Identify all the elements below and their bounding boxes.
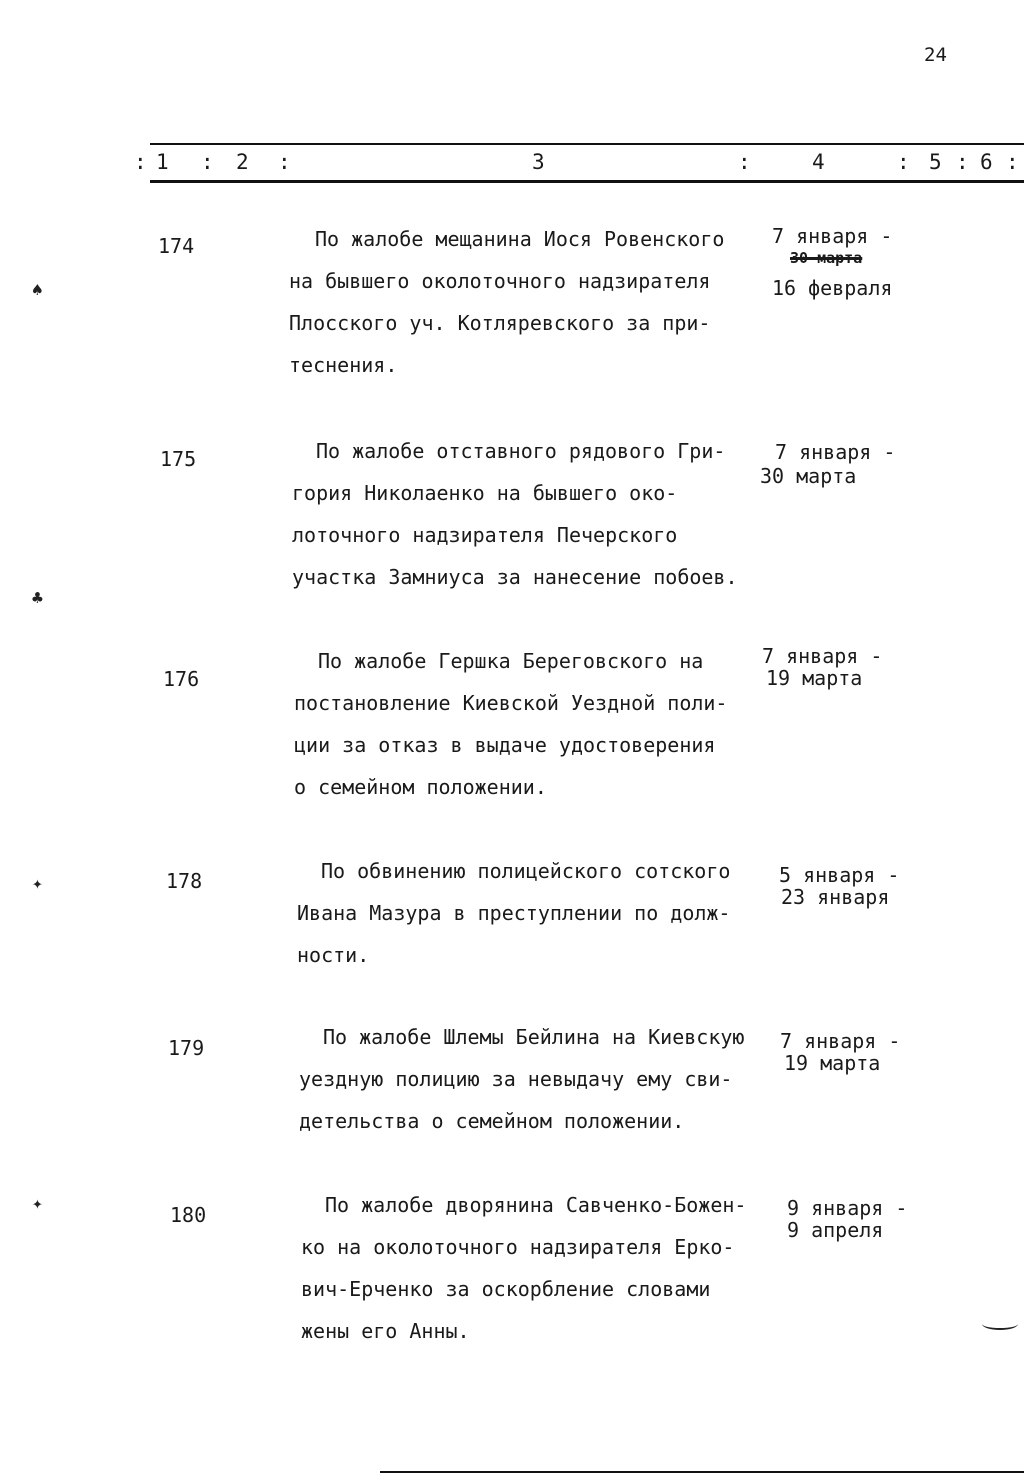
entry-description — [289, 218, 769, 386]
entry-line: теснения. — [289, 353, 398, 377]
entry-date-struck: 30 марта — [790, 249, 863, 267]
entry-date-start: 7 января - — [780, 1029, 901, 1053]
header-bottom-rule — [150, 180, 1024, 183]
margin-ink-mark: ✦ — [32, 873, 43, 894]
entry-line: По жалобе отставного рядового Гри- — [316, 439, 726, 463]
column-separator: : — [897, 150, 910, 174]
entry-line: По жалобе Гершка Береговского на — [318, 649, 704, 673]
entry-line: По жалобе Шлемы Бейлина на Киевскую — [323, 1025, 745, 1049]
entry-date-start: 9 января - — [787, 1196, 908, 1220]
column-separator: : — [956, 150, 969, 174]
column-separator: : — [134, 150, 147, 174]
entry-number: 174 — [158, 234, 195, 258]
entry-line: детельства о семейном положении. — [299, 1109, 685, 1133]
entry-date-end: 30 марта — [760, 464, 857, 488]
entry-line: По жалобе мещанина Иося Ровенского — [315, 227, 725, 251]
margin-ink-mark: ♠ — [32, 280, 43, 301]
entry-number: 179 — [168, 1036, 205, 1060]
column-separator: : — [201, 150, 214, 174]
column-header-3: 3 — [532, 150, 545, 174]
column-header-4: 4 — [812, 150, 825, 174]
entry-line: ности. — [297, 943, 370, 967]
entry-description — [299, 1016, 779, 1142]
entry-line: жены его Анны. — [301, 1319, 470, 1343]
column-separator: : — [278, 150, 291, 174]
entry-line: ции за отказ в выдаче удостоверения — [294, 733, 716, 757]
entry-line: Ивана Мазура в преступлении по долж- — [297, 901, 731, 925]
entry-line: ко на околоточного надзирателя Ерко- — [301, 1235, 735, 1259]
margin-ink-stroke — [982, 1318, 1018, 1330]
entry-line: лоточного надзирателя Печерского — [292, 523, 678, 547]
page-number: 24 — [924, 44, 947, 66]
entry-line: участка Замниуса за нанесение побоев. — [292, 565, 738, 589]
column-header-2: 2 — [236, 150, 249, 174]
entry-description — [297, 850, 777, 976]
entry-date-end: 19 марта — [766, 666, 863, 690]
column-separator: : — [1006, 150, 1019, 174]
entry-date-end: 19 марта — [784, 1051, 881, 1075]
entry-number: 176 — [163, 667, 200, 691]
entry-date-end: 16 февраля — [772, 276, 893, 300]
margin-ink-mark: ✦ — [32, 1193, 43, 1214]
entry-description — [294, 640, 774, 808]
entry-line: По обвинению полицейского сотского — [321, 859, 731, 883]
entry-number: 175 — [160, 447, 197, 471]
entry-date-start: 7 января - — [772, 224, 893, 248]
entry-description — [292, 430, 772, 598]
entry-line: гория Николаенко на бывшего око- — [292, 481, 678, 505]
column-header-1: 1 — [156, 150, 169, 174]
entry-date-start: 5 января - — [779, 863, 900, 887]
margin-ink-mark: ♣ — [32, 588, 43, 609]
entry-line: вич-Ерченко за оскорбление словами — [301, 1277, 711, 1301]
entry-date-end: 23 января — [781, 885, 890, 909]
entry-line: уездную полицию за невыдачу ему сви- — [299, 1067, 733, 1091]
header-top-rule — [150, 143, 1024, 145]
entry-line: на бывшего околоточного надзирателя — [289, 269, 711, 293]
entry-date-start: 7 января - — [762, 644, 883, 668]
entry-line: По жалобе дворянина Савченко-Божен- — [325, 1193, 747, 1217]
entry-line: Плосского уч. Котляревского за при- — [289, 311, 711, 335]
entry-line: о семейном положении. — [294, 775, 547, 799]
entry-number: 180 — [170, 1203, 207, 1227]
entry-line: постановление Киевской Уездной поли- — [294, 691, 728, 715]
entry-number: 178 — [166, 869, 203, 893]
column-header-6: 6 — [980, 150, 993, 174]
column-header-5: 5 — [929, 150, 942, 174]
entry-date-end: 9 апреля — [787, 1218, 884, 1242]
footer-rule — [380, 1471, 1024, 1473]
entry-date-start: 7 января - — [775, 440, 896, 464]
entry-description — [301, 1184, 781, 1352]
column-separator: : — [738, 150, 751, 174]
